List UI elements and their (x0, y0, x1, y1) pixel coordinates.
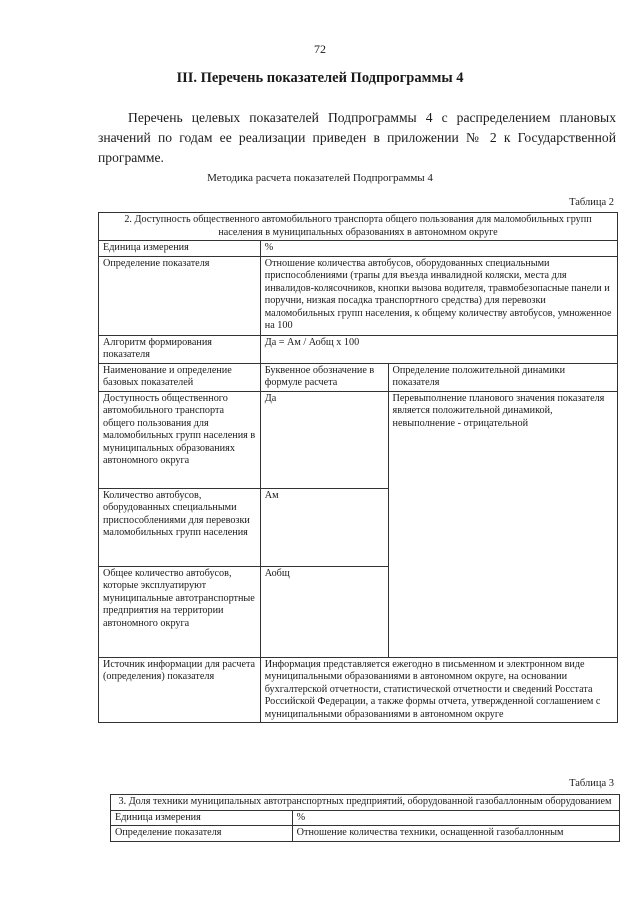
unit-value: % (292, 810, 619, 826)
table-row (99, 363, 618, 391)
col-header-symbol: Буквенное обозначение в формуле расчета (260, 363, 388, 391)
method-title: Методика расчета показателей Подпрограммы 4 (207, 172, 433, 184)
base-indicator-name: Количество автобусов, оборудованных специальными приспособлениями для перевозки маломобильных групп населения (99, 488, 261, 566)
table-row (99, 241, 618, 257)
unit-label: Единица измерения (111, 810, 293, 826)
definition-label: Определение показателя (99, 256, 261, 335)
source-label: Источник информации для расчета (определения) показателя (99, 657, 261, 723)
table2-title: 2. Доступность общественного автомобильного транспорта общего пользования для маломобильных групп населения в муниципальных образованиях в автономном округе (99, 213, 618, 241)
dynamics-value: Перевыполнение планового значения показателя является положительной динамикой, невыполнение - отрицательной (388, 391, 617, 657)
col-header-dynamics: Определение положительной динамики показателя (388, 363, 617, 391)
table-row (99, 657, 618, 723)
base-indicator-name: Общее количество автобусов, которые эксплуатируют муниципальные автотранспортные предприятия на территории автономного округа (99, 566, 261, 657)
intro-paragraph: Перечень целевых показателей Подпрограммы 4 с распределением плановых значений по годам ее реализации приведен в приложении № 2 к Государственной программе. (98, 110, 616, 165)
definition-value: Отношение количества автобусов, оборудованных специальными приспособлениями (трапы для въезда инвалидной коляски, места для инвалидов-колясочников, кнопки вызова водителя, травмобезопасные панели и поручни, низкая посадка транспортного средства) для перевозки маломобильных групп населения, к общему количеству автобусов, умноженное на 100 (260, 256, 617, 335)
table-row (99, 335, 618, 363)
table-2 (98, 212, 618, 723)
algorithm-label: Алгоритм формирования показателя (99, 335, 261, 363)
base-indicator-symbol: Да (260, 391, 388, 488)
base-indicator-symbol: Аобщ (260, 566, 388, 657)
table-3 (110, 794, 620, 842)
table-row (111, 795, 620, 811)
page-number: 72 (314, 42, 326, 56)
table-row (99, 213, 618, 241)
base-indicator-symbol: Ам (260, 488, 388, 566)
unit-value: % (260, 241, 617, 257)
table2-label: Таблица 2 (569, 197, 614, 208)
table-row (111, 810, 620, 826)
table3-title: 3. Доля техники муниципальных автотранспортных предприятий, оборудованной газобаллонным оборудованием (111, 795, 620, 811)
definition-label: Определение показателя (111, 826, 293, 842)
table-row (99, 391, 618, 488)
col-header-name: Наименование и определение базовых показателей (99, 363, 261, 391)
table-row (111, 826, 620, 842)
definition-value: Отношение количества техники, оснащенной газобаллонным (292, 826, 619, 842)
base-indicator-name: Доступность общественного автомобильного транспорта общего пользования для маломобильных групп населения в муниципальных образованиях автономного округа (99, 391, 261, 488)
table-row (99, 256, 618, 335)
algorithm-value: Да = Ам / Аобщ x 100 (260, 335, 617, 363)
table3-label: Таблица 3 (569, 778, 614, 789)
source-value: Информация представляется ежегодно в письменном и электронном виде муниципальными образованиями в автономном округе, на основании бухгалтерской отчетности, статистической отчетности и сведений Росстата Российской Федерации, а также формы отчета, утвержденной соглашением с муниципальными образованиями в автономном округе (260, 657, 617, 723)
section-title: III. Перечень показателей Подпрограммы 4 (176, 70, 464, 86)
unit-label: Единица измерения (99, 241, 261, 257)
